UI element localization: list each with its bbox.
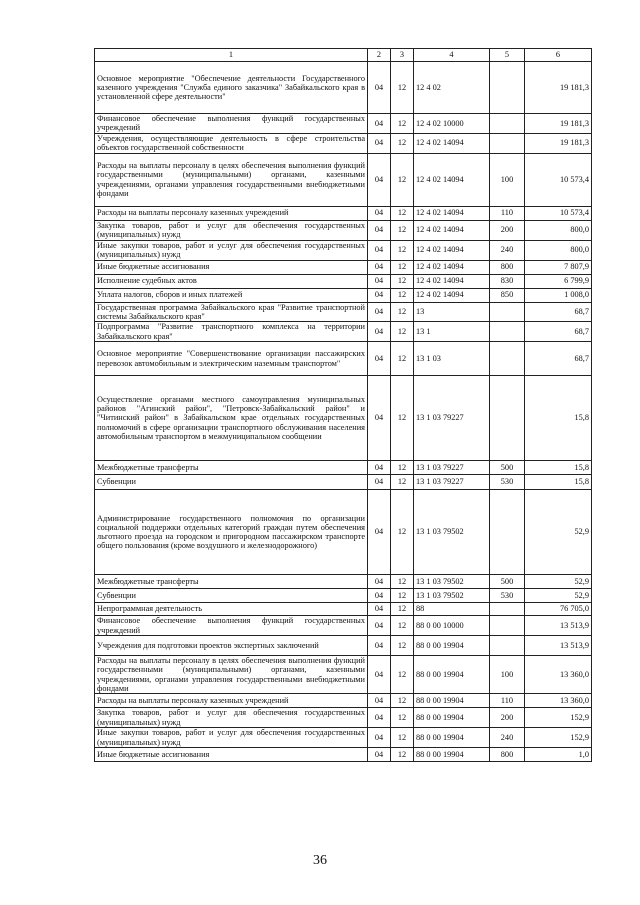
table-row bbox=[95, 376, 592, 461]
row-amount-cell: 15,8 bbox=[525, 475, 592, 490]
row-subsection-cell: 12 bbox=[391, 748, 414, 762]
row-amount-cell: 76 705,0 bbox=[525, 603, 592, 616]
row-section-cell: 04 bbox=[368, 575, 391, 589]
row-section-cell: 04 bbox=[368, 342, 391, 376]
table-row bbox=[95, 322, 592, 342]
row-subsection-cell: 12 bbox=[391, 376, 414, 461]
row-expense-type-cell: 800 bbox=[490, 748, 525, 762]
row-section-cell: 04 bbox=[368, 728, 391, 748]
row-amount-cell: 19 181,3 bbox=[525, 133, 592, 153]
row-subsection-cell: 12 bbox=[391, 206, 414, 220]
row-name-cell: Финансовое обеспечение выполнения функций государственных учреждений bbox=[95, 114, 368, 134]
row-target-code-cell: 88 0 00 19904 bbox=[414, 708, 490, 728]
row-subsection-cell: 12 bbox=[391, 589, 414, 603]
row-section-cell: 04 bbox=[368, 153, 391, 206]
row-section-cell: 04 bbox=[368, 461, 391, 475]
row-expense-type-cell: 100 bbox=[490, 656, 525, 694]
table-row bbox=[95, 274, 592, 288]
row-target-code-cell: 88 0 00 19904 bbox=[414, 694, 490, 708]
row-amount-cell: 152,9 bbox=[525, 708, 592, 728]
row-section-cell: 04 bbox=[368, 603, 391, 616]
row-target-code-cell: 13 1 03 79227 bbox=[414, 475, 490, 490]
row-subsection-cell: 12 bbox=[391, 708, 414, 728]
row-amount-cell: 1 008,0 bbox=[525, 288, 592, 302]
row-amount-cell: 68,7 bbox=[525, 342, 592, 376]
table-row bbox=[95, 748, 592, 762]
row-name-cell: Уплата налогов, сборов и иных платежей bbox=[95, 288, 368, 302]
row-subsection-cell: 12 bbox=[391, 114, 414, 134]
table-row bbox=[95, 461, 592, 475]
row-subsection-cell: 12 bbox=[391, 490, 414, 575]
row-name-cell: Расходы на выплаты персоналу казенных учреждений bbox=[95, 206, 368, 220]
row-name-cell: Учреждения для подготовки проектов экспертных заключений bbox=[95, 636, 368, 656]
row-amount-cell: 15,8 bbox=[525, 461, 592, 475]
table-row bbox=[95, 114, 592, 134]
row-amount-cell: 52,9 bbox=[525, 589, 592, 603]
row-expense-type-cell bbox=[490, 302, 525, 322]
budget-table bbox=[94, 48, 592, 762]
row-name-cell: Субвенции bbox=[95, 475, 368, 490]
row-subsection-cell: 12 bbox=[391, 575, 414, 589]
table-row bbox=[95, 153, 592, 206]
row-name-cell: Финансовое обеспечение выполнения функций государственных учреждений bbox=[95, 616, 368, 636]
row-subsection-cell: 12 bbox=[391, 636, 414, 656]
row-name-cell: Межбюджетные трансферты bbox=[95, 575, 368, 589]
row-amount-cell: 1,0 bbox=[525, 748, 592, 762]
row-name-cell: Основное мероприятие "Совершенствование организации пассажирских перевозок автомобильным и электрическим наземным транспортом" bbox=[95, 342, 368, 376]
row-amount-cell: 68,7 bbox=[525, 322, 592, 342]
row-name-cell: Основное мероприятие "Обеспечение деятельности Государственного казенного учреждения "Служба единого заказчика" Забайкальского края в установленной сфере деятельности" bbox=[95, 62, 368, 114]
row-name-cell: Расходы на выплаты персоналу казенных учреждений bbox=[95, 694, 368, 708]
row-expense-type-cell bbox=[490, 376, 525, 461]
table-row bbox=[95, 728, 592, 748]
row-name-cell: Осуществление органами местного самоуправления муниципальных районов "Агинский район", "Петровск-Забайкальский район" и "Читинский район" в Забайкальском крае отдельных государственных полномочий в сфере организации транспортного обслуживания населения автомобильным транспортом в межмуниципальном сообщении bbox=[95, 376, 368, 461]
row-section-cell: 04 bbox=[368, 748, 391, 762]
row-amount-cell: 10 573,4 bbox=[525, 153, 592, 206]
table-row bbox=[95, 133, 592, 153]
row-expense-type-cell bbox=[490, 342, 525, 376]
table-row bbox=[95, 589, 592, 603]
row-section-cell: 04 bbox=[368, 376, 391, 461]
row-subsection-cell: 12 bbox=[391, 220, 414, 240]
row-amount-cell: 52,9 bbox=[525, 490, 592, 575]
row-section-cell: 04 bbox=[368, 302, 391, 322]
row-expense-type-cell: 200 bbox=[490, 220, 525, 240]
row-subsection-cell: 12 bbox=[391, 603, 414, 616]
row-expense-type-cell: 110 bbox=[490, 694, 525, 708]
row-expense-type-cell bbox=[490, 133, 525, 153]
row-target-code-cell: 13 1 03 79502 bbox=[414, 490, 490, 575]
table-row bbox=[95, 302, 592, 322]
row-target-code-cell: 12 4 02 14094 bbox=[414, 153, 490, 206]
row-target-code-cell: 88 bbox=[414, 603, 490, 616]
row-expense-type-cell bbox=[490, 114, 525, 134]
row-section-cell: 04 bbox=[368, 694, 391, 708]
row-section-cell: 04 bbox=[368, 288, 391, 302]
row-amount-cell: 152,9 bbox=[525, 728, 592, 748]
table-row bbox=[95, 475, 592, 490]
row-name-cell: Подпрограмма "Развитие транспортного комплекса на территории Забайкальского края" bbox=[95, 322, 368, 342]
row-amount-cell: 52,9 bbox=[525, 575, 592, 589]
row-amount-cell: 10 573,4 bbox=[525, 206, 592, 220]
row-subsection-cell: 12 bbox=[391, 260, 414, 274]
row-subsection-cell: 12 bbox=[391, 694, 414, 708]
row-target-code-cell: 12 4 02 14094 bbox=[414, 288, 490, 302]
page-number: 36 bbox=[313, 853, 327, 868]
row-target-code-cell: 13 1 bbox=[414, 322, 490, 342]
header-cell-6: 6 bbox=[525, 49, 592, 62]
row-target-code-cell: 13 1 03 79227 bbox=[414, 461, 490, 475]
header-cell-5: 5 bbox=[490, 49, 525, 62]
row-target-code-cell: 13 1 03 79227 bbox=[414, 376, 490, 461]
row-name-cell: Иные бюджетные ассигнования bbox=[95, 260, 368, 274]
table-row bbox=[95, 220, 592, 240]
row-amount-cell: 6 799,9 bbox=[525, 274, 592, 288]
row-subsection-cell: 12 bbox=[391, 461, 414, 475]
row-name-cell: Расходы на выплаты персоналу в целях обеспечения выполнения функций государственными (муниципальными) органами, казенными учреждениями, органами управления государственными внебюджетными фондами bbox=[95, 656, 368, 694]
table-row bbox=[95, 708, 592, 728]
row-section-cell: 04 bbox=[368, 616, 391, 636]
row-amount-cell: 13 513,9 bbox=[525, 636, 592, 656]
table-row bbox=[95, 616, 592, 636]
row-target-code-cell: 88 0 00 19904 bbox=[414, 728, 490, 748]
row-expense-type-cell: 850 bbox=[490, 288, 525, 302]
row-section-cell: 04 bbox=[368, 260, 391, 274]
row-target-code-cell: 13 1 03 79502 bbox=[414, 589, 490, 603]
row-expense-type-cell: 800 bbox=[490, 260, 525, 274]
row-name-cell: Исполнение судебных актов bbox=[95, 274, 368, 288]
row-section-cell: 04 bbox=[368, 322, 391, 342]
row-name-cell: Расходы на выплаты персоналу в целях обеспечения выполнения функций государственными (муниципальными) органами, казенными учреждениями, органами управления государственными внебюджетными фондами bbox=[95, 153, 368, 206]
header-cell-1: 1 bbox=[95, 49, 368, 62]
row-expense-type-cell: 110 bbox=[490, 206, 525, 220]
row-expense-type-cell bbox=[490, 603, 525, 616]
row-name-cell: Субвенции bbox=[95, 589, 368, 603]
row-expense-type-cell: 530 bbox=[490, 475, 525, 490]
row-subsection-cell: 12 bbox=[391, 288, 414, 302]
row-section-cell: 04 bbox=[368, 274, 391, 288]
row-target-code-cell: 88 0 00 19904 bbox=[414, 636, 490, 656]
row-amount-cell: 7 807,9 bbox=[525, 260, 592, 274]
row-amount-cell: 19 181,3 bbox=[525, 114, 592, 134]
row-target-code-cell: 12 4 02 10000 bbox=[414, 114, 490, 134]
row-name-cell: Закупка товаров, работ и услуг для обеспечения государственных (муниципальных) нужд bbox=[95, 220, 368, 240]
row-target-code-cell: 13 1 03 bbox=[414, 342, 490, 376]
row-amount-cell: 800,0 bbox=[525, 240, 592, 260]
header-cell-2: 2 bbox=[368, 49, 391, 62]
row-target-code-cell: 12 4 02 14094 bbox=[414, 274, 490, 288]
row-name-cell: Иные бюджетные ассигнования bbox=[95, 748, 368, 762]
row-section-cell: 04 bbox=[368, 490, 391, 575]
row-expense-type-cell: 500 bbox=[490, 575, 525, 589]
row-name-cell: Непрограммная деятельность bbox=[95, 603, 368, 616]
table-row bbox=[95, 656, 592, 694]
row-target-code-cell: 88 0 00 19904 bbox=[414, 656, 490, 694]
row-name-cell: Иные закупки товаров, работ и услуг для обеспечения государственных (муниципальных) нужд bbox=[95, 728, 368, 748]
row-target-code-cell: 12 4 02 14094 bbox=[414, 133, 490, 153]
row-section-cell: 04 bbox=[368, 636, 391, 656]
row-target-code-cell: 12 4 02 14094 bbox=[414, 240, 490, 260]
row-target-code-cell: 12 4 02 14094 bbox=[414, 260, 490, 274]
row-section-cell: 04 bbox=[368, 62, 391, 114]
row-subsection-cell: 12 bbox=[391, 616, 414, 636]
row-section-cell: 04 bbox=[368, 656, 391, 694]
row-name-cell: Межбюджетные трансферты bbox=[95, 461, 368, 475]
row-amount-cell: 13 360,0 bbox=[525, 656, 592, 694]
row-section-cell: 04 bbox=[368, 133, 391, 153]
row-subsection-cell: 12 bbox=[391, 475, 414, 490]
row-name-cell: Закупка товаров, работ и услуг для обеспечения государственных (муниципальных) нужд bbox=[95, 708, 368, 728]
row-target-code-cell: 13 1 03 79502 bbox=[414, 575, 490, 589]
row-target-code-cell: 88 0 00 10000 bbox=[414, 616, 490, 636]
row-subsection-cell: 12 bbox=[391, 342, 414, 376]
row-section-cell: 04 bbox=[368, 240, 391, 260]
row-name-cell: Администрирование государственного полномочия по организации социальной поддержки отдельных категорий граждан путем обеспечения льготного проезда на городском и пригородном пассажирском транспорте общего пользования (кроме воздушного и железнодорожного) bbox=[95, 490, 368, 575]
row-section-cell: 04 bbox=[368, 220, 391, 240]
table-row bbox=[95, 575, 592, 589]
row-subsection-cell: 12 bbox=[391, 656, 414, 694]
row-target-code-cell: 12 4 02 14094 bbox=[414, 220, 490, 240]
row-name-cell: Учреждения, осуществляющие деятельность в сфере строительства объектов государственной собственности bbox=[95, 133, 368, 153]
row-subsection-cell: 12 bbox=[391, 322, 414, 342]
row-section-cell: 04 bbox=[368, 708, 391, 728]
row-expense-type-cell bbox=[490, 616, 525, 636]
table-body bbox=[95, 49, 592, 762]
row-section-cell: 04 bbox=[368, 589, 391, 603]
row-name-cell: Государственная программа Забайкальского края "Развитие транспортной системы Забайкальского края" bbox=[95, 302, 368, 322]
row-amount-cell: 19 181,3 bbox=[525, 62, 592, 114]
table-row bbox=[95, 62, 592, 114]
row-expense-type-cell: 200 bbox=[490, 708, 525, 728]
row-expense-type-cell: 240 bbox=[490, 728, 525, 748]
row-target-code-cell: 12 4 02 bbox=[414, 62, 490, 114]
row-target-code-cell: 12 4 02 14094 bbox=[414, 206, 490, 220]
table-row bbox=[95, 694, 592, 708]
row-amount-cell: 13 360,0 bbox=[525, 694, 592, 708]
row-subsection-cell: 12 bbox=[391, 274, 414, 288]
header-cell-3: 3 bbox=[391, 49, 414, 62]
table-row bbox=[95, 288, 592, 302]
row-amount-cell: 800,0 bbox=[525, 220, 592, 240]
row-target-code-cell: 88 0 00 19904 bbox=[414, 748, 490, 762]
row-section-cell: 04 bbox=[368, 475, 391, 490]
row-subsection-cell: 12 bbox=[391, 62, 414, 114]
table-row bbox=[95, 206, 592, 220]
row-amount-cell: 68,7 bbox=[525, 302, 592, 322]
table-row bbox=[95, 240, 592, 260]
row-expense-type-cell: 530 bbox=[490, 589, 525, 603]
row-expense-type-cell bbox=[490, 636, 525, 656]
row-expense-type-cell bbox=[490, 62, 525, 114]
row-name-cell: Иные закупки товаров, работ и услуг для обеспечения государственных (муниципальных) нужд bbox=[95, 240, 368, 260]
row-expense-type-cell bbox=[490, 490, 525, 575]
table-row bbox=[95, 490, 592, 575]
row-subsection-cell: 12 bbox=[391, 240, 414, 260]
row-section-cell: 04 bbox=[368, 206, 391, 220]
row-section-cell: 04 bbox=[368, 114, 391, 134]
table-row bbox=[95, 260, 592, 274]
row-expense-type-cell bbox=[490, 322, 525, 342]
header-cell-4: 4 bbox=[414, 49, 490, 62]
row-expense-type-cell: 100 bbox=[490, 153, 525, 206]
header-row bbox=[95, 49, 592, 62]
row-amount-cell: 13 513,9 bbox=[525, 616, 592, 636]
row-subsection-cell: 12 bbox=[391, 153, 414, 206]
row-expense-type-cell: 240 bbox=[490, 240, 525, 260]
row-target-code-cell: 13 bbox=[414, 302, 490, 322]
table-row bbox=[95, 636, 592, 656]
table-row bbox=[95, 603, 592, 616]
row-subsection-cell: 12 bbox=[391, 133, 414, 153]
table-row bbox=[95, 342, 592, 376]
row-amount-cell: 15,8 bbox=[525, 376, 592, 461]
row-subsection-cell: 12 bbox=[391, 302, 414, 322]
row-subsection-cell: 12 bbox=[391, 728, 414, 748]
row-expense-type-cell: 830 bbox=[490, 274, 525, 288]
row-expense-type-cell: 500 bbox=[490, 461, 525, 475]
